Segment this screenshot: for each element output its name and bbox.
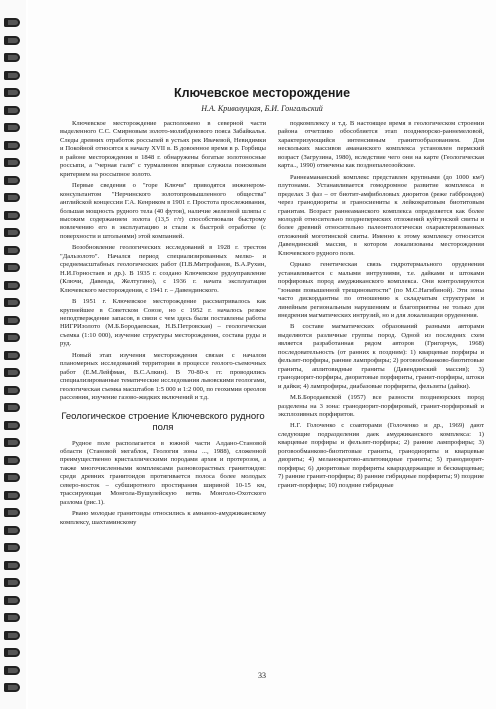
paragraph: В составе магматических образований разными авторами выделяются различные группы пород. Одной из последних схем является разработанная рядом авторов (Григорчук, 1968) последовательность (от ранних к поздним): 1) кварцевые порфиры и фельзит-порфиры, ранние лампрофиры; 2) роговообманково-биотитовые граниты, аплитовидные граниты (Давендинский массив); 3) гранодиорит-порфиры, диоритовые порфириты, гранит-порфиры, штоки и дайки; 4) лампрофиры, диабазовые порфириты, фельзиты (дайки). [278,323,484,390]
binding-ring [4,683,20,692]
binding-ring [4,438,20,447]
binding-ring [4,421,20,430]
binding-ring [4,351,20,360]
document-page [28,0,496,709]
binding-ring [4,543,20,552]
paragraph: Раннеамананский комплекс представлен крупными (до 1000 км²) плутонами. Устанавливается гомодромное развитие комплекса в пределах 3 фаз – от биотит-амфиболовых диоритов (реже габброидов) через гранодиориты и граносиениты к лейкократовым биотитовым гранитам. Возраст раннеаманского комплекса определяется как более молодой относительно позднепермских отложений куйтунской свиты и более древний относительно палеонтологически охарактеризованных отложений моготинской свиты. Именно к этому комплексу относится Давендинский массив, в котором локализованы месторождения Ключевского рудного поля. [278,173,484,257]
binding-ring [4,631,20,640]
binding-ring [4,403,20,412]
binding-ring [4,158,20,167]
article-title: Ключевское месторождение [173,86,351,100]
right-column [278,120,484,680]
binding-ring [4,246,20,255]
binding-ring [4,123,20,132]
paragraph: М.Б.Бородаевской (1957) все разности позднеюрских пород разделены на 3 зона: гранодиорит-порфировый, гранит-порфировый и эксплозивных порфиритов. [278,394,484,418]
binding-ring [4,141,20,150]
paragraph: подкомплексу и т.д. В настоящее время в геологическом строении района отчетливо обособляется этап позднеюрско-раннемеловой, характеризующийся интенсивным гранитообразованием. Для нескольких массивов амананского комплекса установлен пермский возраст (Загрузина, 1980), вследствие чего они на карте (Геологическая карта.., 1990) отмечены как позднепалеозойские. [278,120,484,170]
binding-ring [4,211,20,220]
binding-ring [4,176,20,185]
binding-ring [4,71,20,80]
binding-ring [4,53,20,62]
paragraph: В 1951 г. Ключевское месторождение рассматривалось как крупнейшее в Советском Союзе, но с 1952 г. началось резкое неподтверждение запасов, в связи с чем здесь были поставлены работы НИГРИзолото (М.Б.Бородаевская, Н.В.Петровская) – геологическая съемка (1:10 000), изучение структуры месторождения, состава руды и руд. [60,298,266,348]
paragraph: Первые сведения о "горе Ключи" приводятся инженером-консультантом "Нерчинского золотопромышленного общества" английской концессии Г.А. Кенриком в 1901 г. Простота прослеживания, большая мощность рудного тела (40 футов), наличие железной шляпы с высоким содержанием золота (13,5 г/т) способствовали быстрому вовлечению его в эксплуатацию и стали к быстрой отработке (с поверхности и штольнями) этой компанией. [60,182,266,240]
section-heading: Геологическое строение Ключевского рудного поля [61,410,265,433]
paragraph: Однако генетическая связь гидротермального оруденения устанавливается с малыми интрузиями, т.е. дайками и штоками порфировых пород амуджиканского комплекса. Они контролируются "зонами повышенной трещиноватости" (по М.С.Нагибиной). Эти зоны часто дискордантны по отношению к складчатым структурам и линейным региональным нарушениям и благоприятны не только для внедрения магматических интрузий, но и для локализации оруденения. [278,261,484,319]
binding-ring [4,648,20,657]
binding-ring [4,228,20,237]
article-authors: Н.А. Криволуцкая, Б.И. Гонгальский [201,104,323,113]
left-column [60,120,266,680]
binding-ring [4,561,20,570]
binding-ring [4,491,20,500]
binding-ring [4,263,20,272]
binding-ring [4,596,20,605]
binding-ring [4,18,20,27]
binding-ring [4,281,20,290]
paragraph: Ключевское месторождение расположено в северной части выделенного С.С. Смирновым золото-молибденового пояса Забайкалья. Следы древних отработок россыпей в устьях рек Ивачевой, Невидимки и Покойной относятся к началу XVII в. В довоенное время в р. Горбицы в районе месторождения в 1848 г. обнаружены богатые золотоносные россыпи, а "черная галя" с турмалином впервые служила поисковым критерием на россыпное золото. [60,120,266,178]
binding-ring [4,526,20,535]
binding-ring [4,36,20,45]
page-number: 33 [258,671,266,680]
binding-ring [4,88,20,97]
binding-ring [4,578,20,587]
paragraph: Рудное поле располагается в южной части Алдано-Становой области (Становой мегаблок, Геология зоны ..., 1988), сложенной преимущественно кристаллическими породами архея и протерозоя, а также многочисленными комплексами разновозрастных гранитоидов: среди древних гранитоидов протягивается полоса более молодых северо-восток – субширотного простирания шириной 10-15 км, трассирующая Монгола-Вушулейскую ветвь Монголо-Охотского разлома (рис.1). [60,439,266,506]
binding-ring [4,333,20,342]
binding-ring [4,508,20,517]
paragraph: Возобновление геологических исследований в 1928 г. трестом "Дальзолото". Начался период специализированных мелко- и среднемасштабных геологических работ (П.В.Митрофанов, В.А.Рухин, Н.И.Горностаев и др.). В 1935 г. создано Ключевское рудоуправление (Ключи, Давенда, Желтугино), с 1936 г. начата эксплуатация Ключевского месторождения, с 1941 г. – Давендинского. [60,244,266,294]
paragraph: Новый этап изучения месторождения связан с началом планомерных исследований территории в процессе геолого-съемочных работ (Е.М.Лейфман, В.С.Алкин). В 70-80-х гг. проводились специализированные тематические исследования львовскими геологами, геологическая съемка масштабов 1:5 000 и 1:2 000, по геохимии ореолов рассеяния, изучение газово-жидких включений и т.д. [60,351,266,402]
binding-ring [4,386,20,395]
binding-ring [4,368,20,377]
binding-ring [4,456,20,465]
binding-ring [4,193,20,202]
binding-ring [4,666,20,675]
binding-ring [4,473,20,482]
spiral-binding [0,0,26,709]
binding-ring [4,106,20,115]
binding-ring [4,298,20,307]
binding-ring [4,316,20,325]
paragraph: Н.Г. Голоченко с соавторами (Голоченко и др., 1969) дают следующие подразделения даек амуджиканского комплекса: 1) кварцевые порфиры и фельзит-порфиры; 2) ранние лампрофиры; 3) роговообманково-биотитовые граниты, гранодиориты и кварцевые диориты; 4) меланократово-аплитовидные граниты; 5) гранодиорит-порфиры; 6) диоритовые порфириты кварцодержащие и бескварцевые; 7) ранние гранит-порфиры; 8) ранние гибридные порфириты; 9) поздние гранит-порфиры; 10) поздние гибридные [278,422,484,489]
binding-ring [4,613,20,622]
paragraph: Рвано молодые гранитоиды относились к амнаноо-амуджиканскому комплексу, шахтаминскому [60,510,266,526]
